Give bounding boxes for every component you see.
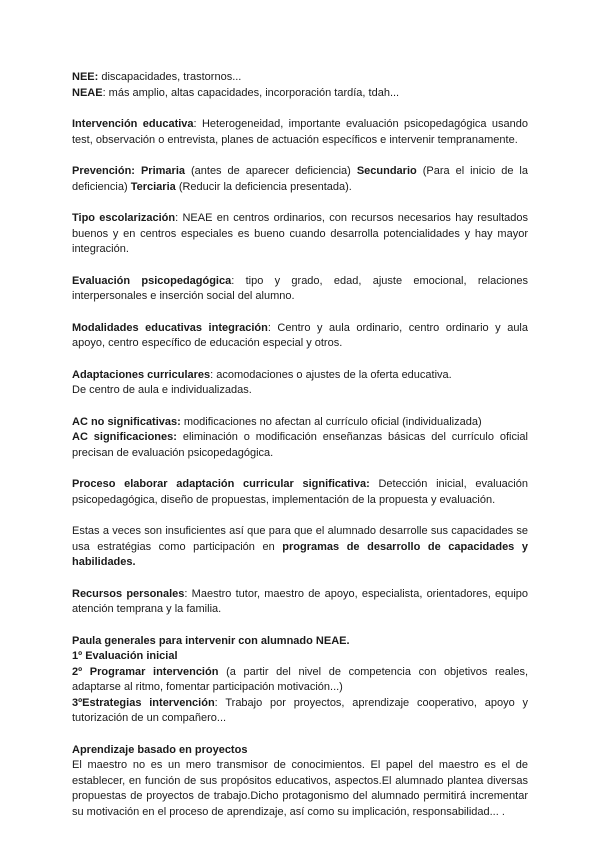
neae-line [72, 86, 528, 102]
paula-step2-term: 2º Programar intervención [72, 665, 219, 678]
evaluacion-text: : tipo y grado, edad, ajuste emocional, relaciones interpersonales e inserción social del alumno. [72, 274, 528, 302]
secundario-term: Secundario [356, 165, 417, 177]
paula-step2 [72, 665, 528, 696]
adaptaciones-paragraph [72, 368, 528, 399]
document-page [72, 70, 528, 820]
recursos-paragraph [72, 587, 528, 618]
terciaria-text: (Reducir la deficiencia presentada). [175, 180, 352, 193]
ac-si-text: eliminación o modificación enseñanzas básicas del currículo oficial precisan de evaluación psicopedagógica. [72, 431, 528, 459]
evaluacion-term: Evaluación psicopedagógica [72, 274, 232, 287]
ac-no-term: AC no significativas: [72, 415, 181, 428]
proceso-paragraph [72, 477, 528, 508]
adaptaciones-line [72, 368, 528, 384]
tipo-term: Tipo escolarización [72, 212, 176, 224]
proceso-term: Proceso elaborar adaptación curricular significativa: [72, 478, 370, 490]
estas-paragraph [72, 524, 528, 571]
paula-section [72, 634, 528, 727]
adaptaciones-term: Adaptaciones curriculares [72, 368, 211, 381]
definitions-block [72, 70, 528, 101]
terciaria-term: Terciaria [130, 180, 176, 193]
ac-no-text: modificaciones no afectan al currículo oficial (individualizada) [180, 415, 482, 428]
adaptaciones-line2: De centro de aula e individualizadas. [72, 384, 252, 396]
proceso-text: Detección inicial, evaluación psicopedagógica, diseño de propuestas, implementación de la propuesta y evaluación. [72, 478, 528, 506]
ac-si-line [72, 431, 528, 459]
prevencion-term: Prevención: [72, 165, 135, 177]
aprendizaje-section [72, 743, 528, 821]
paula-heading: Paula generales para intervenir con alumnado NEAE. [72, 634, 350, 647]
modalidades-text: : Centro y aula ordinario, centro ordinario y aula apoyo, centro específico de educación especial y otros. [72, 321, 528, 349]
primaria-term: Primaria [140, 165, 185, 177]
paula-step2-text: (a partir del nivel de competencia con objetivos reales, adaptarse al ritmo, fomentar participación motivación...) [72, 665, 528, 693]
paula-step3 [72, 696, 528, 727]
paula-step3-text: : Trabajo por proyectos, aprendizaje cooperativo, apoyo y tutorización de un compañero... [72, 696, 529, 724]
intervencion-text: : Heterogeneidad, importante evaluación psicopedagógica usando test, observación o entrevista, planes de actuación específicos e intervenir tempranamente. [72, 118, 528, 146]
nee-line [72, 70, 528, 86]
secundario-text: (Para el inicio de la deficiencia) [72, 165, 528, 193]
intervencion-term: Intervención educativa [72, 118, 194, 130]
neae-term: NEAE [72, 86, 103, 99]
primaria-text: (antes de aparecer deficiencia) [185, 165, 357, 177]
aprendizaje-text: El maestro no es un mero transmisor de conocimientos. El papel del maestro es el de establecer, en función de sus propósitos educativos, aspectos.El alumnado plantea diversas propuestas de proyectos de trabajo.Dicho protagonismo del alumnado permitirá incrementar su motivación en el proceso de aprendizaje, así como su implicación, responsabilidad... . [72, 759, 528, 818]
nee-term: NEE: [72, 71, 99, 83]
modalidades-term: Modalidades educativas integración [72, 321, 268, 334]
recursos-text: : Maestro tutor, maestro de apoyo, especialista, orientadores, equipo atención temprana y la familia. [72, 587, 529, 615]
ac-no-line [72, 415, 528, 431]
nee-text: discapacidades, trastornos... [98, 71, 242, 83]
prevencion-paragraph [72, 164, 528, 195]
aprendizaje-heading: Aprendizaje basado en proyectos [72, 743, 248, 756]
tipo-paragraph [72, 211, 528, 258]
intervencion-paragraph [72, 117, 528, 148]
estas-text: Estas a veces son insuficientes así que para que el alumnado desarrolle sus capacidades se usa estratégias como participación en [72, 525, 528, 553]
ac-paragraph [72, 415, 528, 462]
modalidades-paragraph [72, 321, 528, 352]
recursos-term: Recursos personales [72, 587, 185, 600]
tipo-text: : NEAE en centros ordinarios, con recursos necesarios hay resultados buenos y en centros especiales es bueno cuando desarrolla potencialidades y hay mayor integración. [72, 212, 528, 255]
paula-step1: 1º Evaluación inicial [72, 650, 178, 662]
paula-step3-term: 3ºEstrategias intervención [72, 696, 215, 709]
neae-text: : más amplio, altas capacidades, incorporación tardía, tdah... [102, 86, 400, 99]
ac-si-term: AC significaciones: [72, 431, 177, 443]
evaluacion-paragraph [72, 274, 528, 305]
estas-term: programas de desarrollo de capacidades y habilidades. [72, 540, 528, 568]
adaptaciones-text: : acomodaciones o ajustes de la oferta educativa. [210, 368, 452, 381]
